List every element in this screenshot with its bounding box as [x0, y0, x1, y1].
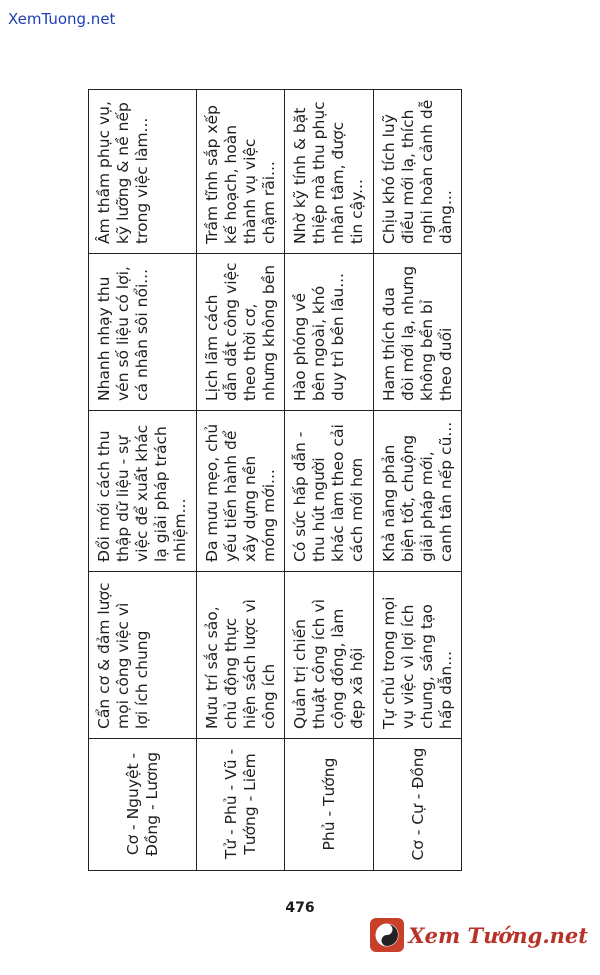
- yin-yang-icon: [370, 918, 404, 952]
- table-cell: Có sức hấp dẫn - thu hút người khác làm theo cải cách mới hơn: [285, 411, 373, 572]
- table-cell: Chịu khó tích luỹ điều mới lạ, thích nghi hoàn cảnh dễ dàng...: [373, 90, 461, 254]
- logo-text: Xem Tướng.net: [408, 922, 588, 948]
- table-cell: Mưu trí sắc sảo, chủ động thực hiện sách lược vì công ích: [196, 572, 284, 739]
- star-group-cell: Phủ - Tướng: [285, 739, 373, 871]
- table-row: [89, 90, 197, 871]
- table-row: [196, 90, 284, 871]
- star-group-cell: Tử - Phủ - Vũ - Tướng - Liêm: [196, 739, 284, 871]
- data-table: [88, 89, 462, 871]
- table-cell: Đa mưu mẹo, chủ yếu tiến hành để xây dựng nền móng mới...: [196, 411, 284, 572]
- site-logo[interactable]: [370, 918, 588, 952]
- site-name[interactable]: XemTuong.net: [8, 10, 116, 28]
- table-cell: Tự chủ trong mọi vụ việc vì lợi ích chung, sáng tạo hấp dẫn...: [373, 572, 461, 739]
- table-row: [285, 90, 373, 871]
- table-cell: Lịch lãm cách dẫn dắt công việc theo thời cơ, nhưng không bền: [196, 254, 284, 411]
- table-cell: Đổi mới cách thu thập dữ liệu - sự việc để xuất khác lạ giải pháp trách nhiệm...: [89, 411, 197, 572]
- table-cell: Hào phóng về bên ngoài, khó duy trì bền lâu...: [285, 254, 373, 411]
- table-cell: Âm thầm phục vụ, kỹ lưỡng & nề nếp trong việc làm...: [89, 90, 197, 254]
- table-cell: Khả năng phản biện tốt, chuộng giải pháp mới, canh tân nếp cũ...: [373, 411, 461, 572]
- table-cell: Quản trị chiến thuật công ích vì cộng đồng, làm đẹp xã hội: [285, 572, 373, 739]
- table-container: [88, 90, 462, 871]
- table-cell: Nhờ kỹ tính & bặt thiệp mà thu phục nhân tâm, được tin cậy...: [285, 90, 373, 254]
- table-cell: Cẩn cơ & đảm lược mọi công việc vì lợi ích chung: [89, 572, 197, 739]
- star-group-cell: Cơ - Nguyệt - Đồng - Lương: [89, 739, 197, 871]
- table-cell: Nhanh nhạy thu vén số liệu có lợi, cá nhân sôi nổi...: [89, 254, 197, 411]
- table-cell: Ham thích đua đòi mới lạ, nhưng không bền bỉ theo đuổi: [373, 254, 461, 411]
- star-group-cell: Cơ - Cự - Đồng: [373, 739, 461, 871]
- page-number: 476: [285, 900, 315, 916]
- table-row: [373, 90, 461, 871]
- table-cell: Trầm tĩnh sắp xếp kế hoạch, hoàn thành vụ việc chậm rãi...: [196, 90, 284, 254]
